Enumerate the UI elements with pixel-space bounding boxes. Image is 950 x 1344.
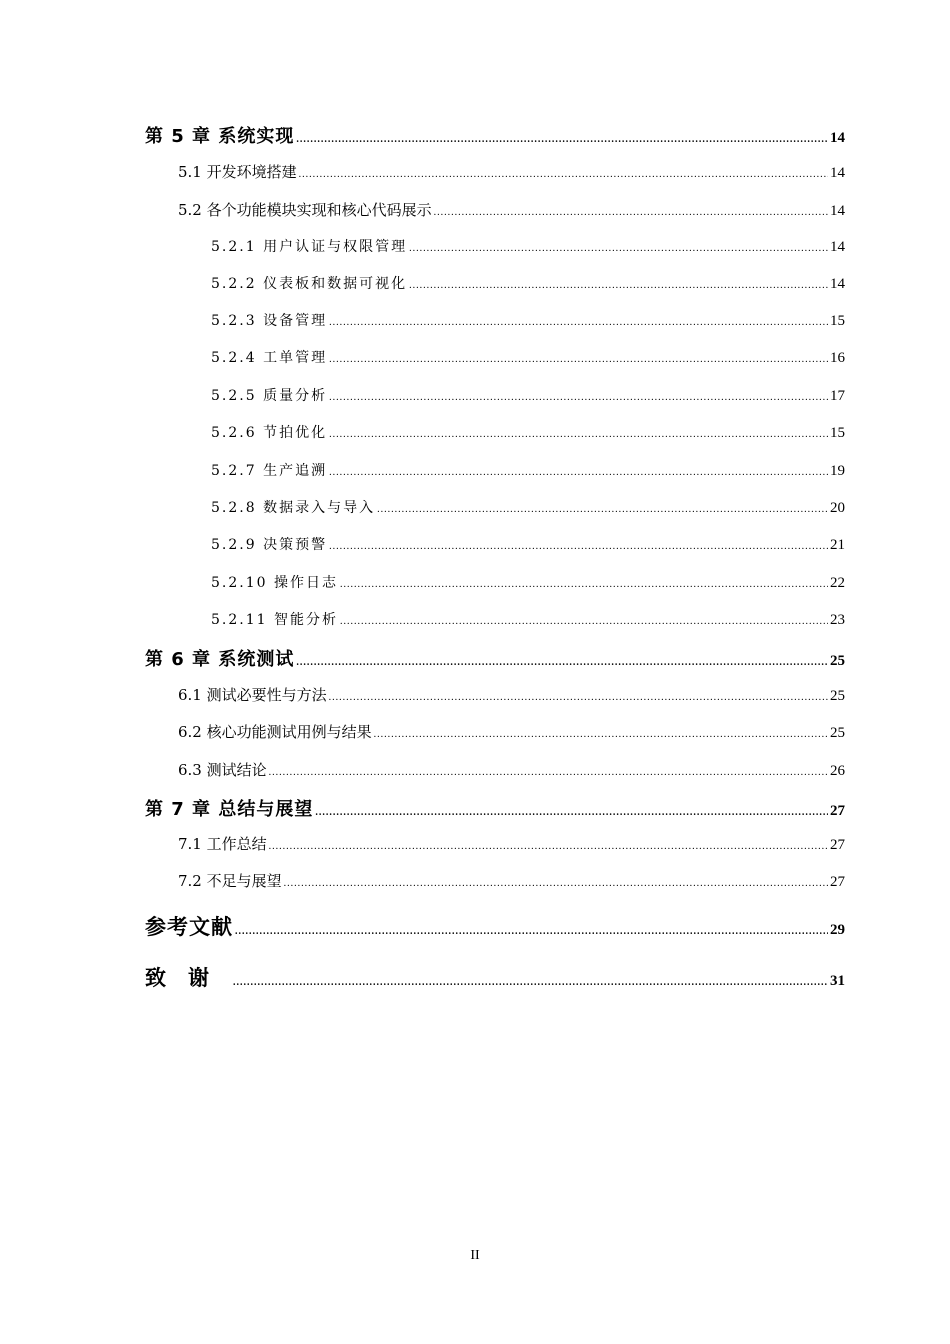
toc-entry[interactable] bbox=[211, 236, 845, 256]
toc-entry[interactable] bbox=[178, 199, 845, 220]
toc-entry-title: 6.3 测试结论 bbox=[178, 761, 267, 779]
toc-entry-title: 5.2.11 智能分析 bbox=[211, 612, 338, 628]
toc-entry-page: 15 bbox=[830, 425, 845, 441]
toc-entry-page: 16 bbox=[830, 350, 845, 366]
dot-leader bbox=[329, 354, 828, 365]
toc-entry-page: 25 bbox=[830, 688, 845, 704]
dot-leader bbox=[233, 977, 828, 988]
toc-entry-title: 6.1 测试必要性与方法 bbox=[178, 686, 327, 704]
toc-entry[interactable] bbox=[178, 684, 845, 705]
toc-entry-page: 27 bbox=[830, 874, 845, 890]
toc-entry-page: 17 bbox=[830, 388, 845, 404]
toc-entry-page: 20 bbox=[830, 500, 845, 516]
toc-entry-title: 5.2.6 节拍优化 bbox=[211, 425, 328, 441]
dot-leader bbox=[235, 926, 828, 937]
toc-entry-title: 5.2.3 设备管理 bbox=[211, 313, 328, 329]
toc-entry[interactable] bbox=[178, 161, 845, 182]
toc-entry-title: 参考文献 bbox=[145, 915, 233, 939]
dot-leader bbox=[329, 467, 828, 478]
toc-entry-page: 14 bbox=[830, 130, 845, 146]
toc-entry[interactable] bbox=[145, 795, 845, 821]
toc-entry-page: 14 bbox=[830, 239, 845, 255]
toc-entry-title: 5.2.4 工单管理 bbox=[211, 350, 328, 366]
dot-leader bbox=[329, 541, 828, 552]
dot-leader bbox=[434, 207, 828, 218]
toc-entry-title: 5.2.5 质量分析 bbox=[211, 388, 328, 404]
toc-entry-title: 致谢 bbox=[145, 966, 231, 990]
toc-entry-page: 14 bbox=[830, 203, 845, 219]
toc-entry[interactable] bbox=[178, 833, 845, 854]
toc-entry-title: 第 7 章 总结与展望 bbox=[145, 799, 314, 820]
toc-entry-title: 5.2.1 用户认证与权限管理 bbox=[211, 239, 408, 255]
dot-leader bbox=[374, 729, 828, 740]
toc-entry[interactable] bbox=[178, 759, 845, 780]
toc-entry[interactable] bbox=[145, 645, 845, 671]
toc-entry-page: 15 bbox=[830, 313, 845, 329]
toc-entry-page: 21 bbox=[830, 537, 845, 553]
toc-entry-title: 第 6 章 系统测试 bbox=[145, 649, 295, 670]
toc-entry-page: 31 bbox=[830, 973, 845, 989]
toc-entry-page: 25 bbox=[830, 653, 845, 669]
toc-entry-title: 5.1 开发环境搭建 bbox=[178, 163, 297, 181]
dot-leader bbox=[269, 767, 828, 778]
toc-entry[interactable] bbox=[145, 911, 845, 941]
dot-leader bbox=[299, 169, 828, 180]
toc-entry[interactable] bbox=[211, 273, 845, 293]
dot-leader bbox=[329, 692, 828, 703]
dot-leader bbox=[409, 280, 828, 291]
toc-entry-title: 5.2.7 生产追溯 bbox=[211, 463, 328, 479]
toc-entry[interactable] bbox=[211, 460, 845, 480]
toc-entry-page: 19 bbox=[830, 463, 845, 479]
dot-leader bbox=[315, 807, 828, 818]
toc-entry-page: 14 bbox=[830, 276, 845, 292]
toc-entry[interactable] bbox=[211, 385, 845, 405]
toc-entry-page: 22 bbox=[830, 575, 845, 591]
toc-entry-title: 5.2.9 决策预警 bbox=[211, 537, 328, 553]
toc-entry-page: 27 bbox=[830, 837, 845, 853]
toc-entry-title: 5.2.2 仪表板和数据可视化 bbox=[211, 276, 408, 292]
page-number: II bbox=[470, 1248, 480, 1263]
toc-entry[interactable] bbox=[211, 572, 845, 592]
dot-leader bbox=[329, 392, 828, 403]
toc-entry[interactable] bbox=[211, 609, 845, 629]
dot-leader bbox=[296, 134, 828, 145]
toc-entry[interactable] bbox=[211, 422, 845, 442]
dot-leader bbox=[377, 504, 828, 515]
dot-leader bbox=[284, 878, 828, 889]
dot-leader bbox=[296, 657, 828, 668]
toc-entry[interactable] bbox=[211, 310, 845, 330]
toc-entry-page: 27 bbox=[830, 803, 845, 819]
dot-leader bbox=[269, 841, 828, 852]
toc-entry-title: 5.2.8 数据录入与导入 bbox=[211, 500, 376, 516]
toc-entry-title: 5.2 各个功能模块实现和核心代码展示 bbox=[178, 201, 432, 219]
toc-entry-title: 6.2 核心功能测试用例与结果 bbox=[178, 723, 372, 741]
dot-leader bbox=[340, 616, 828, 627]
toc-entry-page: 23 bbox=[830, 612, 845, 628]
toc-entry[interactable] bbox=[145, 122, 845, 148]
toc-entry-title: 5.2.10 操作日志 bbox=[211, 575, 338, 591]
toc-entry-page: 14 bbox=[830, 165, 845, 181]
toc-entry-page: 25 bbox=[830, 725, 845, 741]
toc-entry[interactable] bbox=[211, 347, 845, 367]
dot-leader bbox=[329, 317, 828, 328]
toc-entry[interactable] bbox=[178, 721, 845, 742]
dot-leader bbox=[409, 243, 828, 254]
toc-entry-title: 第 5 章 系统实现 bbox=[145, 126, 295, 147]
toc-entry-title: 7.1 工作总结 bbox=[178, 835, 267, 853]
toc-entry-page: 29 bbox=[830, 922, 845, 938]
toc-entry[interactable] bbox=[211, 497, 845, 517]
toc-entry-page: 26 bbox=[830, 763, 845, 779]
dot-leader bbox=[329, 429, 828, 440]
toc-entry[interactable] bbox=[178, 870, 845, 891]
toc-entry[interactable] bbox=[211, 534, 845, 554]
toc-entry-title: 7.2 不足与展望 bbox=[178, 872, 282, 890]
dot-leader bbox=[340, 579, 828, 590]
toc-entry[interactable] bbox=[145, 962, 845, 992]
